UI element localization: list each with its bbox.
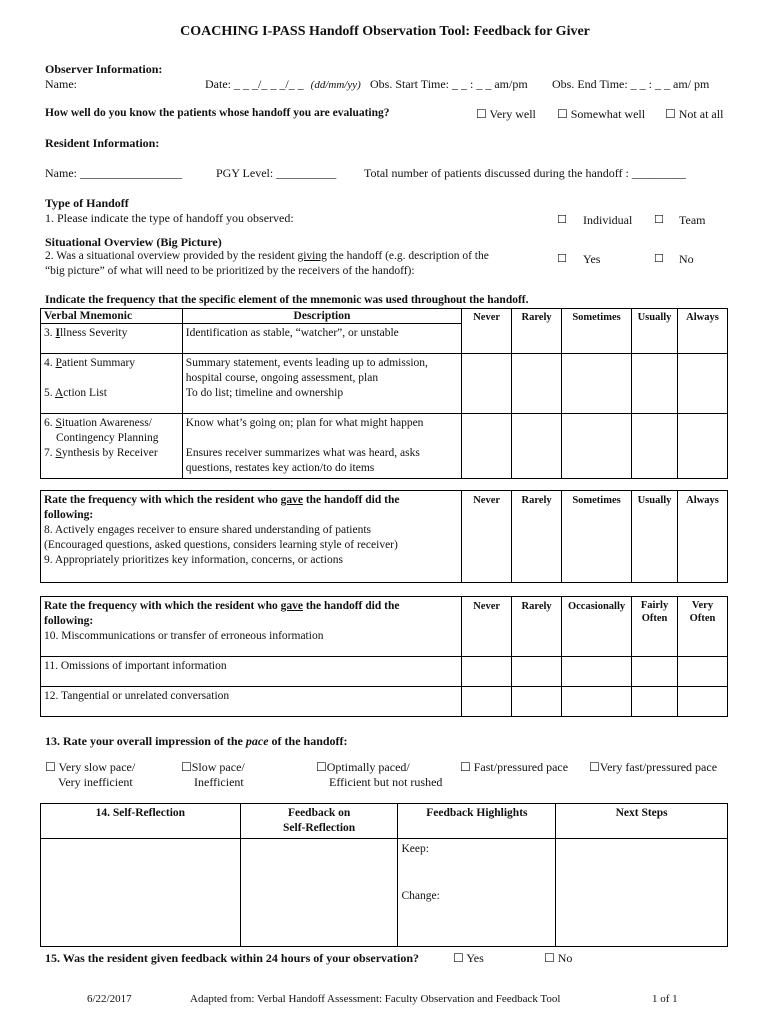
q15-yes-option[interactable]: ☐ Yes: [453, 951, 484, 965]
situational-question: [45, 250, 489, 262]
change-label: Change:: [401, 890, 440, 902]
row-letter: A: [54, 387, 64, 399]
rate1-col-usually[interactable]: Usually: [632, 491, 678, 583]
cell[interactable]: [678, 657, 728, 687]
cell-rarely[interactable]: [512, 354, 562, 414]
row-label: llness Severity: [59, 327, 128, 339]
col-usually: Usually: [632, 309, 678, 354]
mnemonic-table: [40, 308, 728, 479]
mnemonic-intro: Indicate the frequency that the specific element of the mnemonic was used throughout the handoff.: [45, 294, 529, 306]
obs-end-time: Obs. End Time: _ _ : _ _ am/ pm: [552, 77, 710, 91]
rate2-col-never[interactable]: Never: [462, 597, 512, 657]
cell-always[interactable]: [677, 354, 727, 414]
mnemonic-desc-illness: Identification as stable, “watcher”, or unstable: [182, 324, 461, 354]
rate2-item-10: 10. Miscommunications or transfer of erroneous information: [44, 630, 324, 642]
desc-line: Know what’s going on; plan for what might happen: [185, 417, 424, 429]
desc-line: hospital course, ongoing assessment, plan: [185, 372, 379, 384]
pace-opt-label2: Inefficient: [194, 775, 244, 789]
row-letter: S: [55, 417, 62, 429]
cell[interactable]: [632, 687, 678, 717]
date-format: (dd/mm/yy): [310, 79, 361, 91]
row-label: ction List: [63, 387, 107, 399]
cell-rarely[interactable]: [512, 414, 562, 479]
cell-sometimes[interactable]: [562, 354, 632, 414]
checkbox-yes[interactable]: ☐: [557, 252, 567, 265]
row-num: 3.: [44, 327, 56, 339]
next-steps-area[interactable]: [556, 839, 728, 947]
rate1-heading: [44, 493, 458, 508]
rate1-col-never[interactable]: Never: [462, 491, 512, 583]
observer-date: [205, 77, 361, 92]
cell[interactable]: [512, 657, 562, 687]
option-no: No: [679, 252, 694, 266]
pace-option-fast[interactable]: ☐ Fast/pressured pace: [460, 760, 569, 774]
desc-line: questions, restates key action/to do items: [185, 462, 375, 474]
mnemonic-desc-situation-synthesis: [182, 414, 461, 479]
situational-q-text: 2. Was a situational overview provided by the resident: [45, 250, 298, 262]
reflection-col-self: 14. Self-Reflection: [41, 804, 241, 839]
know-very-well-option[interactable]: ☐ Very well: [476, 107, 536, 121]
cell-always[interactable]: [677, 414, 727, 479]
reflection-table: [40, 803, 728, 947]
cell-never[interactable]: [462, 354, 512, 414]
mnemonic-row-situation-synthesis: [41, 414, 183, 479]
obs-start-time: Obs. Start Time: _ _ : _ _ am/pm: [370, 77, 528, 91]
rate2-heading: [44, 599, 458, 614]
feedback-highlights-area[interactable]: [398, 839, 556, 947]
handoff-type-heading: Type of Handoff: [45, 196, 129, 210]
rate1-heading-underline: gave: [280, 494, 303, 506]
feedback-on-reflection-area[interactable]: [240, 839, 398, 947]
cell[interactable]: [512, 687, 562, 717]
rate1-heading-text: Rate the frequency with which the resident who: [44, 494, 281, 506]
total-patients-field[interactable]: Total number of patients discussed during the handoff : _________: [364, 166, 686, 180]
rate1-item-8-detail: (Encouraged questions, asked questions, considers learning style of receiver): [44, 539, 398, 551]
know-somewhat-well-option[interactable]: ☐ Somewhat well: [557, 107, 646, 121]
reflection-col-next-steps: Next Steps: [556, 804, 728, 839]
checkbox-no[interactable]: ☐: [654, 252, 664, 265]
rate-table-1: [40, 490, 728, 583]
option-yes: Yes: [583, 252, 601, 266]
rate2-item-10-cell: [41, 597, 462, 657]
pace-question: [45, 734, 348, 749]
row-num: 4.: [44, 357, 56, 369]
rate1-heading-line2: following:: [44, 509, 94, 521]
q15-no-option[interactable]: ☐ No: [544, 951, 573, 965]
pace-q-italic: pace: [245, 734, 269, 748]
option-individual: Individual: [583, 213, 633, 227]
desc-line: Summary statement, events leading up to admission,: [185, 357, 428, 369]
cell[interactable]: [462, 687, 512, 717]
checkbox-team[interactable]: ☐: [654, 213, 664, 226]
cell-usually[interactable]: [632, 354, 678, 414]
observer-name-label: Name:: [45, 77, 77, 91]
col-sometimes: Sometimes: [562, 309, 632, 354]
pace-option-very-fast[interactable]: ☐Very fast/pressured pace: [589, 760, 718, 774]
row-letter: I: [55, 327, 60, 339]
rate2-item-11: 11. Omissions of important information: [41, 657, 462, 687]
know-patients-question: How well do you know the patients whose handoff you are evaluating?: [45, 107, 390, 119]
row-num: 6.: [44, 417, 56, 429]
keep-label: Keep:: [401, 843, 429, 855]
know-not-at-all-option[interactable]: ☐ Not at all: [665, 107, 724, 121]
situational-q-underline: giving: [297, 250, 327, 262]
rate2-col-rarely[interactable]: Rarely: [512, 597, 562, 657]
cell[interactable]: [562, 687, 632, 717]
pace-opt-label: ☐Optimally paced/: [316, 760, 410, 774]
col-verbal-mnemonic: Verbal Mnemonic: [41, 309, 183, 324]
cell[interactable]: [632, 657, 678, 687]
cell[interactable]: [562, 657, 632, 687]
pace-opt-label: ☐ Very slow pace/: [45, 760, 136, 774]
mnemonic-desc-patient-action: [182, 354, 461, 414]
cell-usually[interactable]: [632, 414, 678, 479]
page-title: COACHING I-PASS Handoff Observation Tool: Feedback for Giver: [180, 24, 590, 39]
pace-opt-label2: Very inefficient: [58, 775, 133, 789]
pace-opt-label: ☐Slow pace/: [181, 760, 245, 774]
mnemonic-row-patient-action: [41, 354, 183, 414]
resident-heading: Resident Information:: [45, 136, 160, 150]
rate2-heading-text2: the handoff did the: [302, 600, 400, 612]
rate2-heading-underline: gave: [280, 600, 303, 612]
footer-date: 6/22/2017: [87, 993, 132, 1005]
pace-option-very-slow[interactable]: [45, 760, 135, 790]
footer-source: Adapted from: Verbal Handoff Assessment: Faculty Observation and Feedback Tool: [190, 993, 561, 1005]
mnemonic-row-illness: [41, 324, 183, 354]
self-reflection-area[interactable]: [41, 839, 241, 947]
col-rarely: Rarely: [512, 309, 562, 354]
rate2-col-very-often[interactable]: Very Often: [678, 597, 728, 657]
date-label: Date: _ _ _/_ _ _/_ _: [205, 77, 304, 91]
rate1-heading-text2: the handoff did the: [302, 494, 400, 506]
row-label: ituation Awareness/: [61, 417, 152, 429]
checkbox-individual[interactable]: ☐: [557, 213, 567, 226]
col-always: Always: [677, 309, 727, 354]
situational-q-text2: the handoff (e.g. description of the: [326, 250, 489, 262]
desc-line: To do list; timeline and ownership: [185, 387, 344, 399]
col-description: Description: [182, 309, 461, 324]
reflection-col-feedback: [240, 804, 398, 839]
rate1-col-sometimes[interactable]: Sometimes: [562, 491, 632, 583]
pace-q-text: 13. Rate your overall impression of the: [45, 734, 246, 748]
rate1-item-8: 8. Actively engages receiver to ensure shared understanding of patients: [44, 524, 371, 536]
rate1-item-9: 9. Appropriately prioritizes key information, concerns, or actions: [44, 554, 343, 566]
pace-option-optimal[interactable]: [316, 760, 442, 790]
pace-option-slow[interactable]: [181, 760, 245, 790]
pace-q-text2: of the handoff:: [268, 734, 348, 748]
situational-heading: Situational Overview (Big Picture): [45, 235, 222, 249]
rate2-col-occasionally[interactable]: Occasionally: [562, 597, 632, 657]
rate1-items: [41, 491, 462, 583]
row-label-cont: Contingency Planning: [56, 432, 159, 444]
col-never: Never: [462, 309, 512, 354]
situational-question-line2: “big picture” of what will need to be prioritized by the receivers of the handoff):: [45, 265, 415, 277]
observer-heading: Observer Information:: [45, 62, 163, 76]
reflection-col-feedback-1: Feedback on: [287, 807, 351, 819]
footer-page: 1 of 1: [652, 993, 678, 1005]
rate2-item-12: 12. Tangential or unrelated conversation: [41, 687, 462, 717]
handoff-type-question: 1. Please indicate the type of handoff you observed:: [45, 211, 294, 225]
pace-opt-label2: Efficient but not rushed: [329, 775, 443, 789]
cell-never[interactable]: [462, 414, 512, 479]
rate2-col-fairly-often[interactable]: Fairly Often: [632, 597, 678, 657]
cell[interactable]: [678, 687, 728, 717]
resident-name-field[interactable]: Name: _________________: [45, 166, 182, 180]
row-letter: P: [55, 357, 62, 369]
cell[interactable]: [462, 657, 512, 687]
pgy-level-field[interactable]: PGY Level: __________: [216, 166, 337, 180]
rate-table-2: [40, 596, 728, 717]
rate1-col-rarely[interactable]: Rarely: [512, 491, 562, 583]
reflection-col-feedback-2: Self-Reflection: [283, 822, 356, 834]
row-label: ynthesis by Receiver: [61, 447, 158, 459]
rate2-heading-line2: following:: [44, 615, 94, 627]
desc-line: Ensures receiver summarizes what was heard, asks: [185, 447, 420, 459]
rate2-heading-text: Rate the frequency with which the resident who: [44, 600, 281, 612]
reflection-col-highlights: Feedback Highlights: [398, 804, 556, 839]
row-num: 5.: [44, 387, 55, 399]
q15-question: 15. Was the resident given feedback within 24 hours of your observation?: [45, 951, 420, 965]
row-num: 7.: [44, 447, 56, 459]
row-letter: S: [55, 447, 62, 459]
cell-sometimes[interactable]: [562, 414, 632, 479]
rate1-col-always[interactable]: Always: [677, 491, 727, 583]
row-label: atient Summary: [61, 357, 136, 369]
option-team: Team: [679, 213, 706, 227]
